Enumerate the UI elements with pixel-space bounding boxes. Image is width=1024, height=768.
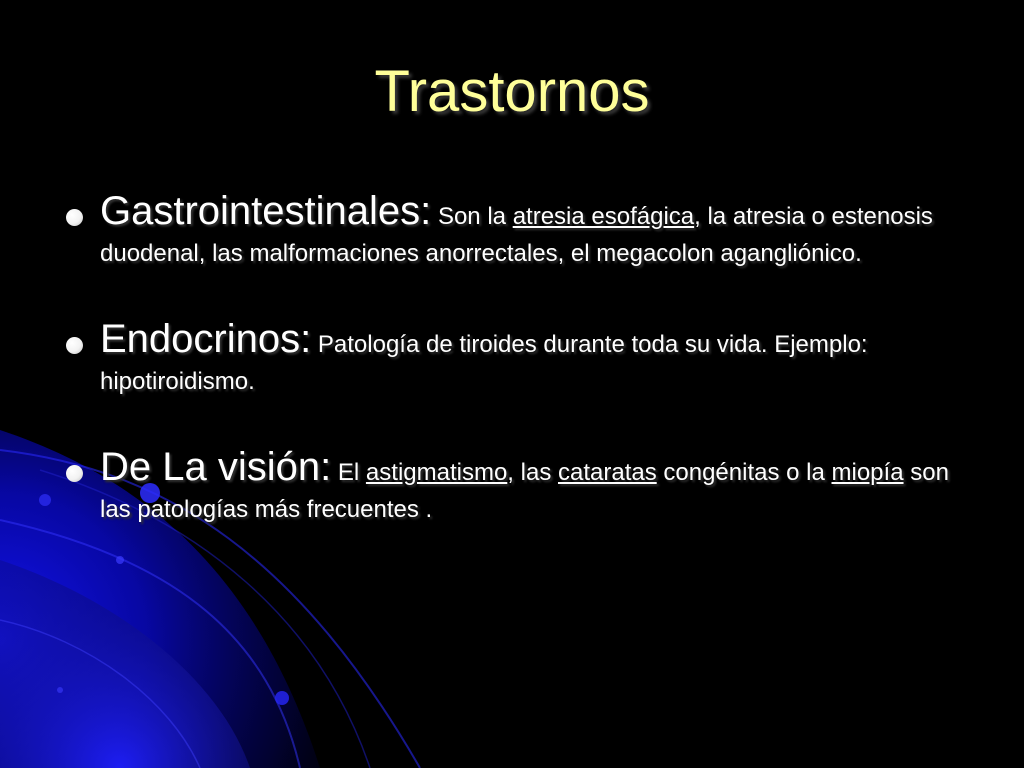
astigmatismo-link[interactable]: astigmatismo — [365, 459, 508, 486]
bullet-gastrointestinal — [62, 190, 962, 272]
bullet-intro: El — [337, 459, 360, 486]
bullet-text: , la atresia o estenosis duodenal, las malformaciones anorrectales, el megacolon agangliónico. — [100, 203, 933, 267]
bullet-endocrine — [62, 318, 962, 400]
slide-title: Trastornos — [374, 59, 650, 124]
bullet-text: congénitas o la — [663, 459, 825, 486]
cataratas-link[interactable]: cataratas — [557, 459, 657, 486]
bullet-text: Patología de tiroides durante toda su vida. Ejemplo: hipotiroidismo. — [100, 331, 868, 395]
bullet-text: , las — [507, 459, 552, 486]
bullet-vision — [62, 446, 962, 528]
bullet-heading: De La visión: — [100, 445, 332, 489]
bullet-heading: Gastrointestinales: — [100, 189, 432, 233]
bullet-dot-icon — [66, 209, 83, 226]
bullet-text: son las patologías más frecuentes . — [100, 459, 949, 523]
bullet-dot-icon — [66, 465, 83, 482]
bullet-dot-icon — [66, 337, 83, 354]
bullet-heading: Endocrinos: — [100, 317, 312, 361]
miopia-link[interactable]: miopía — [831, 459, 904, 486]
atresia-esofagica-link[interactable]: atresia esofágica — [512, 203, 695, 230]
bullet-list — [62, 190, 962, 528]
bullet-intro: Son la — [437, 203, 507, 230]
